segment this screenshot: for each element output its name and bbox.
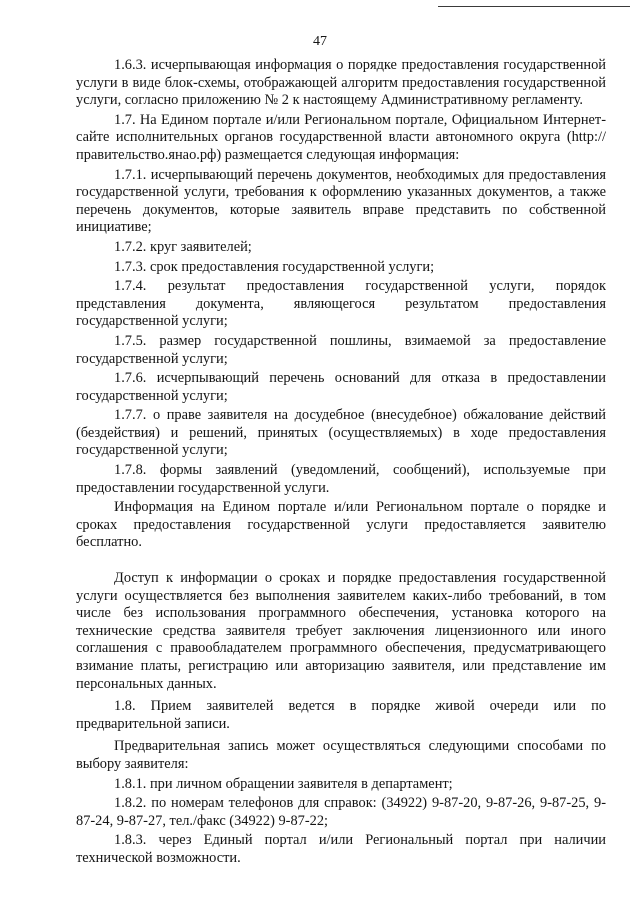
paragraph-1-6-3: 1.6.3. исчерпывающая информация о порядке предоставления государственной услуги в виде блок-схемы, отображающей алгоритм предоставления государственной услуги, согласно приложению № 2 к настоящему Административному регламенту. <box>76 57 606 109</box>
top-edge-rule <box>438 6 630 7</box>
paragraph-1-8: 1.8. Прием заявителей ведется в порядке живой очереди или по предварительной записи. <box>76 698 606 732</box>
paragraph-1-8-2: 1.8.2. по номерам телефонов для справок: (34922) 9-87-20, 9-87-26, 9-87-25, 9-87-24, 9-87-27, тел./факс (34922) 9-87-22; <box>76 795 606 829</box>
paragraph-preregistration: Предварительная запись может осуществляться следующими способами по выбору заявителя: <box>76 738 606 772</box>
paragraph-1-7-3: 1.7.3. срок предоставления государственной услуги; <box>114 258 435 275</box>
paragraph-1-7-6: 1.7.6. исчерпывающий перечень оснований для отказа в предоставлении государственной услуги; <box>76 370 606 404</box>
page-number: 47 <box>313 34 327 49</box>
paragraph-1-7: 1.7. На Едином портале и/или Региональном портале, Официальном Интернет-сайте исполнительных органов государственной власти автономного округа (http://правительство.янао.рф) размещается следующая информация: <box>76 111 606 163</box>
paragraph-1-7-5: 1.7.5. размер государственной пошлины, взимаемой за предоставление государственной услуги; <box>76 332 606 367</box>
paragraph-1-7-1: 1.7.1. исчерпывающий перечень документов, необходимых для предоставления государственной услуги, требования к оформлению указанных документов, а также перечень документов, которые заявитель вправе представить по собственной инициативе; <box>76 166 606 236</box>
paragraph-1-7-7: 1.7.7. о праве заявителя на досудебное (внесудебное) обжалование действий (бездействия) и решений, принятых (осуществляемых) в ходе предоставления государственной услуги; <box>76 407 606 459</box>
paragraph-1-7-8: 1.7.8. формы заявлений (уведомлений, сообщений), используемые при предоставлении государственной услуги. <box>76 462 606 496</box>
document-body <box>76 57 606 868</box>
paragraph-1-7-2: 1.7.2. круг заявителей; <box>114 238 252 255</box>
paragraph-info-free: Информация на Едином портале и/или Региональном портале о порядке и сроках предоставления государственной услуги предоставляется заявителю бесплатно. <box>76 499 606 551</box>
paragraph-1-7-4: 1.7.4. результат предоставления государственной услуги, порядок представления документа, являющегося результатом предоставления государственной услуги; <box>76 278 606 330</box>
paragraph-info-access: Доступ к информации о сроках и порядке предоставления государственной услуги осуществляется без выполнения заявителем каких-либо требований, в том числе без использования программного обеспечения, установка которого на технические средства заявителя требует заключения лицензионного или иного соглашения с правообладателем программного обеспечения, предусматривающего взимание платы, регистрацию или авторизацию заявителя, или представление им персональных данных. <box>76 570 606 692</box>
paragraph-1-8-3: 1.8.3. через Единый портал и/или Региональный портал при наличии технической возможности. <box>76 832 606 866</box>
paragraph-1-8-1: 1.8.1. при личном обращении заявителя в департамент; <box>114 775 453 792</box>
